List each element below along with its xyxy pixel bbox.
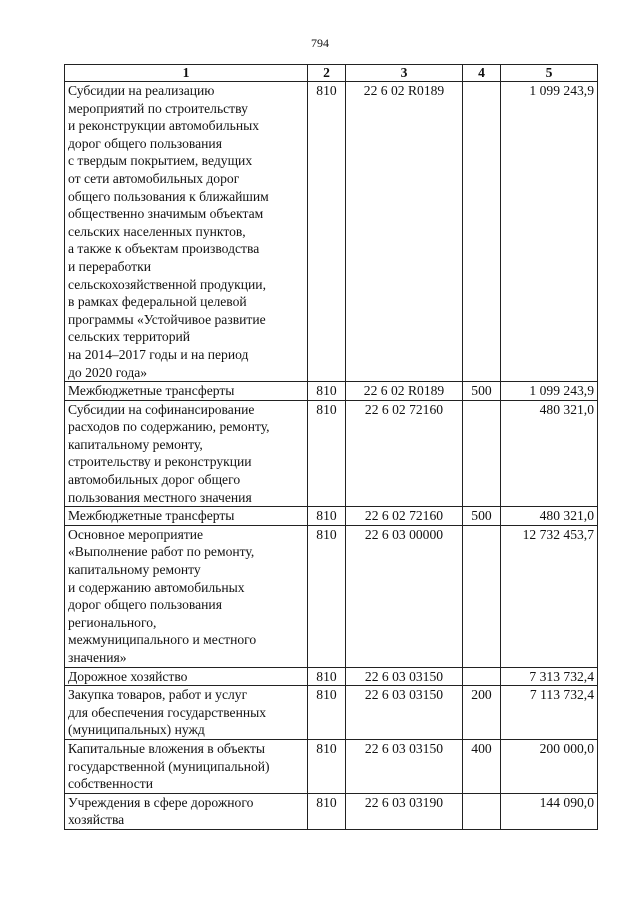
row-amount: 7 313 732,4: [501, 667, 598, 686]
row-expense-type: [463, 400, 501, 507]
table-row: [65, 667, 598, 686]
row-amount: 480 321,0: [501, 400, 598, 507]
row-description: Субсидии на реализацию мероприятий по строительству и реконструкции автомобильных дорог общего пользования с твердым покрытием, ведущих от сети автомобильных дорог общего пользования к ближайшим общественно значимым объектам сельских населенных пунктов, а также к объектам производства и переработки сельскохозяйственной продукции, в рамках федеральной целевой программы «Устойчивое развитие сельских территорий на 2014–2017 годы и на период до 2020 года»: [65, 82, 308, 382]
row-expense-type: [463, 82, 501, 382]
row-target-article: 22 6 03 03190: [346, 793, 463, 829]
page-number: 794: [311, 36, 329, 50]
row-ministry-code: 810: [308, 507, 346, 526]
row-ministry-code: 810: [308, 739, 346, 793]
row-target-article: 22 6 02 R0189: [346, 382, 463, 401]
row-target-article: 22 6 02 R0189: [346, 82, 463, 382]
row-description: Межбюджетные трансферты: [65, 382, 308, 401]
table-row: [65, 507, 598, 526]
row-ministry-code: 810: [308, 793, 346, 829]
row-expense-type: 500: [463, 382, 501, 401]
row-expense-type: [463, 525, 501, 667]
row-ministry-code: 810: [308, 525, 346, 667]
row-ministry-code: 810: [308, 382, 346, 401]
table-row: [65, 686, 598, 740]
column-header-5: 5: [501, 65, 598, 82]
row-expense-type: 500: [463, 507, 501, 526]
row-target-article: 22 6 02 72160: [346, 507, 463, 526]
table-row: [65, 400, 598, 507]
row-target-article: 22 6 03 00000: [346, 525, 463, 667]
row-target-article: 22 6 02 72160: [346, 400, 463, 507]
table-header: [65, 65, 598, 82]
row-target-article: 22 6 03 03150: [346, 739, 463, 793]
column-header-3: 3: [346, 65, 463, 82]
row-amount: 1 099 243,9: [501, 82, 598, 382]
table-row: [65, 739, 598, 793]
row-expense-type: [463, 793, 501, 829]
row-amount: 7 113 732,4: [501, 686, 598, 740]
row-expense-type: [463, 667, 501, 686]
table-row: [65, 793, 598, 829]
row-target-article: 22 6 03 03150: [346, 667, 463, 686]
row-target-article: 22 6 03 03150: [346, 686, 463, 740]
row-ministry-code: 810: [308, 667, 346, 686]
row-description: Субсидии на софинансирование расходов по содержанию, ремонту, капитальному ремонту, строительству и реконструкции автомобильных дорог общего пользования местного значения: [65, 400, 308, 507]
table-row: [65, 82, 598, 382]
row-ministry-code: 810: [308, 82, 346, 382]
row-description: Закупка товаров, работ и услуг для обеспечения государственных (муниципальных) нужд: [65, 686, 308, 740]
header-row: [65, 65, 598, 82]
row-ministry-code: 810: [308, 400, 346, 507]
row-amount: 12 732 453,7: [501, 525, 598, 667]
row-description: Капитальные вложения в объекты государственной (муниципальной) собственности: [65, 739, 308, 793]
row-ministry-code: 810: [308, 686, 346, 740]
column-header-2: 2: [308, 65, 346, 82]
row-amount: 200 000,0: [501, 739, 598, 793]
column-header-4: 4: [463, 65, 501, 82]
table-row: [65, 382, 598, 401]
row-amount: 480 321,0: [501, 507, 598, 526]
table-row: [65, 525, 598, 667]
column-header-1: 1: [65, 65, 308, 82]
row-description: Учреждения в сфере дорожного хозяйства: [65, 793, 308, 829]
row-amount: 1 099 243,9: [501, 382, 598, 401]
table-body: [65, 82, 598, 830]
row-description: Дорожное хозяйство: [65, 667, 308, 686]
row-expense-type: 200: [463, 686, 501, 740]
row-description: Межбюджетные трансферты: [65, 507, 308, 526]
row-description: Основное мероприятие «Выполнение работ по ремонту, капитальному ремонту и содержанию автомобильных дорог общего пользования регионального, межмуниципального и местного значения»: [65, 525, 308, 667]
budget-table: [64, 64, 598, 830]
row-amount: 144 090,0: [501, 793, 598, 829]
row-expense-type: 400: [463, 739, 501, 793]
